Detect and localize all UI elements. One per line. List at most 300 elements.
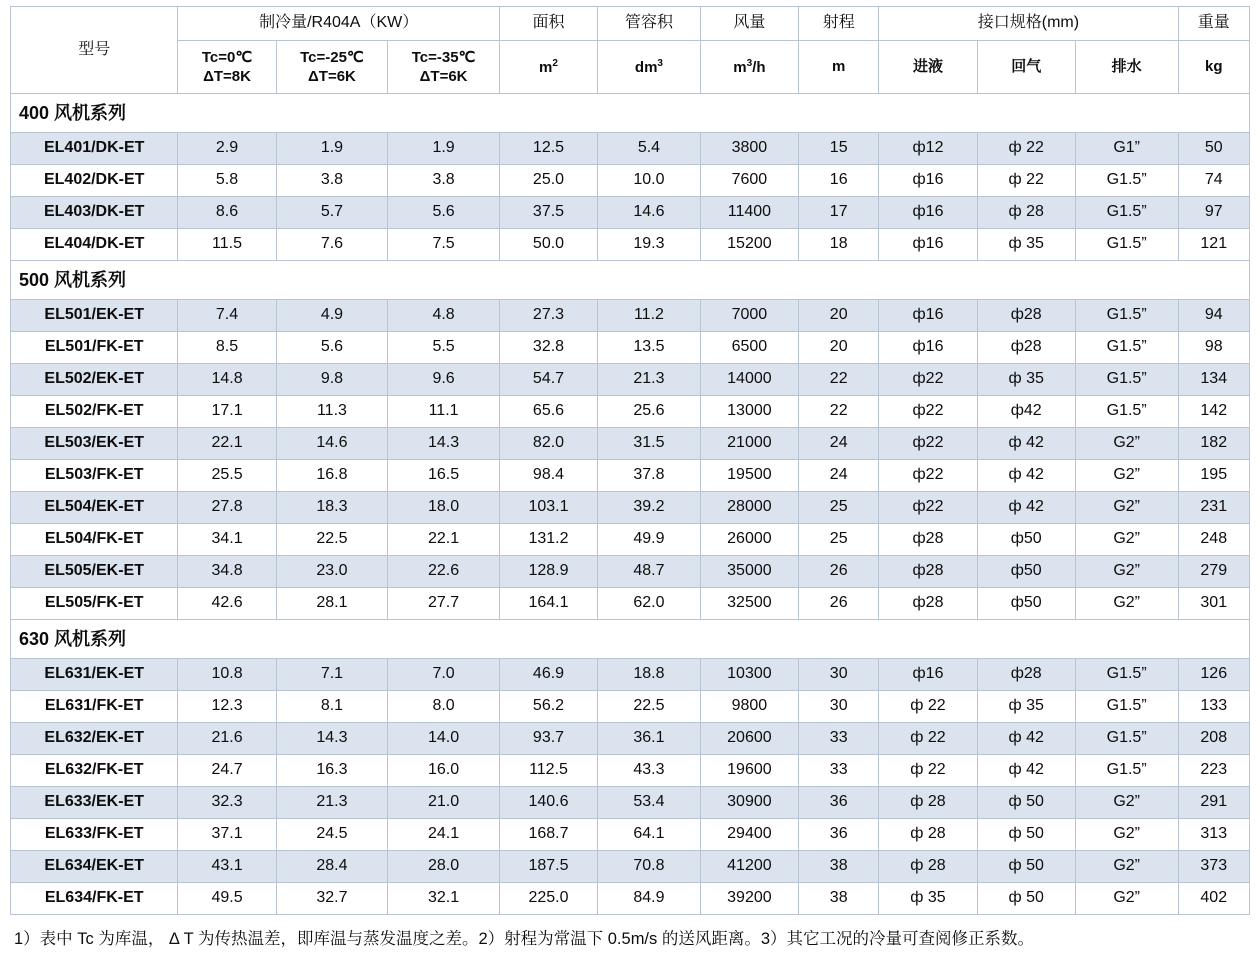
cell-capacity-tc25: 3.8: [276, 165, 388, 197]
cell-capacity-tc35: 1.9: [388, 133, 500, 165]
cell-capacity-tc0: 2.9: [178, 133, 276, 165]
cell-tube-volume: 25.6: [598, 396, 701, 428]
cell-air-volume: 11400: [700, 197, 798, 229]
cell-capacity-tc0: 10.8: [178, 659, 276, 691]
series-title: 500 风机系列: [11, 261, 1250, 300]
header-unit-area-text: m: [539, 58, 553, 76]
cell-air-volume: 35000: [700, 556, 798, 588]
cell-area: 32.8: [499, 332, 597, 364]
cell-connection-suction: ф50: [977, 556, 1075, 588]
header-unit-area: [499, 41, 597, 94]
cell-capacity-tc0: 11.5: [178, 229, 276, 261]
specification-table: [10, 6, 1250, 915]
cell-air-volume: 7600: [700, 165, 798, 197]
cell-throw: 25: [799, 492, 879, 524]
cell-tube-volume: 18.8: [598, 659, 701, 691]
cell-capacity-tc0: 8.6: [178, 197, 276, 229]
cell-capacity-tc35: 11.1: [388, 396, 500, 428]
cell-capacity-tc0: 22.1: [178, 428, 276, 460]
cell-connection-liquid: ф22: [879, 460, 977, 492]
cell-area: 131.2: [499, 524, 597, 556]
cell-model: EL501/FK-ET: [11, 332, 178, 364]
table-row: [11, 300, 1250, 332]
cell-throw: 15: [799, 133, 879, 165]
cell-capacity-tc0: 27.8: [178, 492, 276, 524]
cell-weight: 402: [1178, 883, 1250, 915]
cell-tube-volume: 64.1: [598, 819, 701, 851]
cell-air-volume: 13000: [700, 396, 798, 428]
cell-connection-suction: ф 42: [977, 723, 1075, 755]
cell-model: EL504/FK-ET: [11, 524, 178, 556]
cell-connection-liquid: ф 28: [879, 851, 977, 883]
cell-throw: 30: [799, 691, 879, 723]
cell-connection-drain: G2”: [1075, 819, 1178, 851]
cell-capacity-tc35: 16.0: [388, 755, 500, 787]
header-throw: 射程: [799, 7, 879, 41]
cell-connection-drain: G2”: [1075, 787, 1178, 819]
cell-capacity-tc25: 4.9: [276, 300, 388, 332]
cell-capacity-tc0: 14.8: [178, 364, 276, 396]
cell-capacity-tc35: 9.6: [388, 364, 500, 396]
cell-area: 140.6: [499, 787, 597, 819]
cell-air-volume: 3800: [700, 133, 798, 165]
cell-throw: 18: [799, 229, 879, 261]
cell-capacity-tc25: 9.8: [276, 364, 388, 396]
cell-air-volume: 39200: [700, 883, 798, 915]
cell-throw: 26: [799, 588, 879, 620]
cell-area: 50.0: [499, 229, 597, 261]
cell-connection-suction: ф 42: [977, 460, 1075, 492]
cell-throw: 38: [799, 883, 879, 915]
cell-capacity-tc25: 28.4: [276, 851, 388, 883]
cell-connection-drain: G1.5”: [1075, 659, 1178, 691]
cell-connection-suction: ф 50: [977, 883, 1075, 915]
cell-capacity-tc35: 3.8: [388, 165, 500, 197]
cell-area: 56.2: [499, 691, 597, 723]
cell-connection-liquid: ф16: [879, 229, 977, 261]
cell-tube-volume: 39.2: [598, 492, 701, 524]
cell-area: 54.7: [499, 364, 597, 396]
cell-area: 103.1: [499, 492, 597, 524]
table-row: [11, 755, 1250, 787]
cell-connection-drain: G1.5”: [1075, 197, 1178, 229]
cell-connection-suction: ф 22: [977, 165, 1075, 197]
cell-capacity-tc35: 7.5: [388, 229, 500, 261]
cell-connection-suction: ф 35: [977, 229, 1075, 261]
cell-capacity-tc25: 14.3: [276, 723, 388, 755]
cell-area: 168.7: [499, 819, 597, 851]
cell-weight: 134: [1178, 364, 1250, 396]
cell-tube-volume: 5.4: [598, 133, 701, 165]
cell-capacity-tc0: 43.1: [178, 851, 276, 883]
cell-capacity-tc0: 37.1: [178, 819, 276, 851]
cell-connection-drain: G1.5”: [1075, 300, 1178, 332]
cell-tube-volume: 62.0: [598, 588, 701, 620]
cell-weight: 142: [1178, 396, 1250, 428]
cell-model: EL633/FK-ET: [11, 819, 178, 851]
cell-air-volume: 30900: [700, 787, 798, 819]
cell-capacity-tc25: 16.3: [276, 755, 388, 787]
cell-capacity-tc0: 7.4: [178, 300, 276, 332]
table-row: [11, 396, 1250, 428]
cell-connection-drain: G1.5”: [1075, 691, 1178, 723]
cell-tube-volume: 14.6: [598, 197, 701, 229]
cell-throw: 20: [799, 300, 879, 332]
cell-capacity-tc35: 16.5: [388, 460, 500, 492]
header-connection-liquid: 进液: [879, 41, 977, 94]
cell-connection-suction: ф 42: [977, 755, 1075, 787]
cell-air-volume: 20600: [700, 723, 798, 755]
header-connection-drain: 排水: [1075, 41, 1178, 94]
cell-connection-suction: ф 50: [977, 851, 1075, 883]
footnote: 1）表中 Tc 为库温， Δ T 为传热温差，即库温与蒸发温度之差。2）射程为常温下 0.5m/s 的送风距离。3）其它工况的冷量可查阅修正系数。: [14, 930, 1035, 948]
cell-air-volume: 19500: [700, 460, 798, 492]
cell-connection-liquid: ф 22: [879, 755, 977, 787]
header-condition-1-line2: ΔT=8K: [203, 68, 251, 85]
cell-model: EL503/EK-ET: [11, 428, 178, 460]
series-header-row: [11, 620, 1250, 659]
cell-throw: 26: [799, 556, 879, 588]
cell-capacity-tc25: 24.5: [276, 819, 388, 851]
cell-air-volume: 28000: [700, 492, 798, 524]
header-weight: 重量: [1178, 7, 1250, 41]
cell-model: EL631/FK-ET: [11, 691, 178, 723]
cell-tube-volume: 84.9: [598, 883, 701, 915]
cell-connection-liquid: ф 22: [879, 723, 977, 755]
cell-area: 37.5: [499, 197, 597, 229]
cell-model: EL634/EK-ET: [11, 851, 178, 883]
cell-weight: 97: [1178, 197, 1250, 229]
cell-connection-suction: ф50: [977, 588, 1075, 620]
cell-connection-liquid: ф 28: [879, 787, 977, 819]
cell-weight: 208: [1178, 723, 1250, 755]
header-condition-3: [388, 41, 500, 94]
cell-tube-volume: 11.2: [598, 300, 701, 332]
cell-throw: 17: [799, 197, 879, 229]
cell-model: EL502/EK-ET: [11, 364, 178, 396]
cell-air-volume: 29400: [700, 819, 798, 851]
cell-throw: 16: [799, 165, 879, 197]
cell-connection-liquid: ф22: [879, 428, 977, 460]
cell-capacity-tc0: 25.5: [178, 460, 276, 492]
cell-throw: 33: [799, 723, 879, 755]
table-row: [11, 588, 1250, 620]
table-row: [11, 851, 1250, 883]
cell-weight: 373: [1178, 851, 1250, 883]
cell-area: 27.3: [499, 300, 597, 332]
cell-connection-suction: ф 50: [977, 819, 1075, 851]
cell-capacity-tc25: 28.1: [276, 588, 388, 620]
cell-model: EL505/FK-ET: [11, 588, 178, 620]
cell-capacity-tc25: 1.9: [276, 133, 388, 165]
cell-model: EL505/EK-ET: [11, 556, 178, 588]
cell-connection-drain: G2”: [1075, 556, 1178, 588]
cell-throw: 20: [799, 332, 879, 364]
cell-air-volume: 21000: [700, 428, 798, 460]
cell-capacity-tc35: 5.6: [388, 197, 500, 229]
cell-air-volume: 41200: [700, 851, 798, 883]
cell-air-volume: 14000: [700, 364, 798, 396]
cell-connection-drain: G1.5”: [1075, 396, 1178, 428]
cell-tube-volume: 19.3: [598, 229, 701, 261]
cell-capacity-tc25: 16.8: [276, 460, 388, 492]
cell-weight: 98: [1178, 332, 1250, 364]
cell-air-volume: 10300: [700, 659, 798, 691]
cell-weight: 223: [1178, 755, 1250, 787]
cell-connection-drain: G1.5”: [1075, 332, 1178, 364]
cell-capacity-tc0: 42.6: [178, 588, 276, 620]
series-header-row: [11, 94, 1250, 133]
header-unit-throw: m: [799, 41, 879, 94]
cell-connection-drain: G2”: [1075, 524, 1178, 556]
cell-connection-liquid: ф22: [879, 364, 977, 396]
cell-capacity-tc0: 32.3: [178, 787, 276, 819]
header-unit-tube-sup: 3: [657, 57, 663, 69]
cell-weight: 126: [1178, 659, 1250, 691]
series-title: 630 风机系列: [11, 620, 1250, 659]
cell-connection-suction: ф 50: [977, 787, 1075, 819]
header-unit-tube: [598, 41, 701, 94]
header-unit-air-tail: /h: [752, 58, 766, 76]
cell-tube-volume: 13.5: [598, 332, 701, 364]
cell-capacity-tc0: 8.5: [178, 332, 276, 364]
header-area: 面积: [499, 7, 597, 41]
cell-capacity-tc35: 21.0: [388, 787, 500, 819]
cell-connection-drain: G1”: [1075, 133, 1178, 165]
cell-area: 128.9: [499, 556, 597, 588]
cell-area: 93.7: [499, 723, 597, 755]
cell-capacity-tc35: 27.7: [388, 588, 500, 620]
cell-model: EL634/FK-ET: [11, 883, 178, 915]
cell-throw: 25: [799, 524, 879, 556]
cell-capacity-tc25: 18.3: [276, 492, 388, 524]
cell-connection-drain: G2”: [1075, 460, 1178, 492]
table-body: [11, 94, 1250, 915]
cell-weight: 279: [1178, 556, 1250, 588]
cell-weight: 195: [1178, 460, 1250, 492]
header-model: 型号: [11, 7, 178, 94]
table-row: [11, 428, 1250, 460]
header-unit-air: [700, 41, 798, 94]
cell-connection-suction: ф 42: [977, 428, 1075, 460]
cell-connection-drain: G2”: [1075, 492, 1178, 524]
cell-weight: 313: [1178, 819, 1250, 851]
cell-capacity-tc25: 23.0: [276, 556, 388, 588]
cell-tube-volume: 21.3: [598, 364, 701, 396]
cell-capacity-tc0: 17.1: [178, 396, 276, 428]
cell-area: 112.5: [499, 755, 597, 787]
cell-weight: 94: [1178, 300, 1250, 332]
cell-connection-drain: G2”: [1075, 588, 1178, 620]
cell-connection-drain: G1.5”: [1075, 364, 1178, 396]
cell-capacity-tc35: 8.0: [388, 691, 500, 723]
cell-model: EL503/FK-ET: [11, 460, 178, 492]
cell-capacity-tc35: 18.0: [388, 492, 500, 524]
cell-tube-volume: 37.8: [598, 460, 701, 492]
table-row: [11, 883, 1250, 915]
cell-connection-liquid: ф 22: [879, 691, 977, 723]
header-unit-air-text: m: [733, 58, 747, 76]
table-row: [11, 332, 1250, 364]
cell-weight: 231: [1178, 492, 1250, 524]
cell-tube-volume: 48.7: [598, 556, 701, 588]
cell-capacity-tc0: 34.1: [178, 524, 276, 556]
header-condition-2: [276, 41, 388, 94]
cell-connection-liquid: ф 35: [879, 883, 977, 915]
cell-connection-liquid: ф 28: [879, 819, 977, 851]
cell-connection-liquid: ф16: [879, 165, 977, 197]
cell-area: 25.0: [499, 165, 597, 197]
cell-model: EL501/EK-ET: [11, 300, 178, 332]
cell-capacity-tc35: 22.6: [388, 556, 500, 588]
table-row: [11, 133, 1250, 165]
header-condition-2-line2: ΔT=6K: [308, 68, 356, 85]
cell-model: EL402/DK-ET: [11, 165, 178, 197]
cell-air-volume: 6500: [700, 332, 798, 364]
cell-connection-drain: G1.5”: [1075, 755, 1178, 787]
cell-connection-liquid: ф22: [879, 492, 977, 524]
table-row: [11, 492, 1250, 524]
table-header: [11, 7, 1250, 94]
table-row: [11, 691, 1250, 723]
series-title: 400 风机系列: [11, 94, 1250, 133]
cell-weight: 133: [1178, 691, 1250, 723]
cell-area: 225.0: [499, 883, 597, 915]
cell-capacity-tc35: 14.0: [388, 723, 500, 755]
cell-connection-liquid: ф28: [879, 588, 977, 620]
header-capacity-group: 制冷量/R404A（KW）: [178, 7, 499, 41]
cell-weight: 50: [1178, 133, 1250, 165]
cell-capacity-tc25: 22.5: [276, 524, 388, 556]
cell-capacity-tc25: 8.1: [276, 691, 388, 723]
cell-model: EL401/DK-ET: [11, 133, 178, 165]
table-row: [11, 364, 1250, 396]
cell-area: 82.0: [499, 428, 597, 460]
cell-model: EL403/DK-ET: [11, 197, 178, 229]
cell-capacity-tc25: 32.7: [276, 883, 388, 915]
cell-throw: 22: [799, 364, 879, 396]
header-unit-weight: kg: [1178, 41, 1250, 94]
cell-area: 187.5: [499, 851, 597, 883]
cell-throw: 24: [799, 460, 879, 492]
header-unit-area-sup: 2: [552, 57, 558, 69]
header-condition-1: [178, 41, 276, 94]
cell-connection-suction: ф 22: [977, 133, 1075, 165]
cell-connection-suction: ф28: [977, 332, 1075, 364]
cell-area: 164.1: [499, 588, 597, 620]
cell-model: EL404/DK-ET: [11, 229, 178, 261]
cell-connection-drain: G1.5”: [1075, 229, 1178, 261]
cell-connection-drain: G2”: [1075, 883, 1178, 915]
cell-area: 12.5: [499, 133, 597, 165]
cell-tube-volume: 43.3: [598, 755, 701, 787]
cell-tube-volume: 22.5: [598, 691, 701, 723]
cell-capacity-tc25: 11.3: [276, 396, 388, 428]
cell-capacity-tc25: 21.3: [276, 787, 388, 819]
cell-throw: 33: [799, 755, 879, 787]
header-condition-1-line1: Tc=0℃: [201, 48, 253, 66]
cell-capacity-tc0: 5.8: [178, 165, 276, 197]
cell-capacity-tc35: 32.1: [388, 883, 500, 915]
cell-capacity-tc35: 24.1: [388, 819, 500, 851]
cell-connection-suction: ф28: [977, 300, 1075, 332]
cell-connection-suction: ф50: [977, 524, 1075, 556]
cell-tube-volume: 10.0: [598, 165, 701, 197]
cell-capacity-tc35: 14.3: [388, 428, 500, 460]
cell-air-volume: 9800: [700, 691, 798, 723]
cell-weight: 301: [1178, 588, 1250, 620]
cell-throw: 22: [799, 396, 879, 428]
table-row: [11, 723, 1250, 755]
cell-capacity-tc35: 22.1: [388, 524, 500, 556]
header-air-volume: 风量: [700, 7, 798, 41]
header-unit-tube-text: dm: [634, 58, 658, 76]
table-row: [11, 819, 1250, 851]
cell-area: 65.6: [499, 396, 597, 428]
cell-tube-volume: 36.1: [598, 723, 701, 755]
cell-capacity-tc0: 34.8: [178, 556, 276, 588]
cell-air-volume: 32500: [700, 588, 798, 620]
cell-connection-suction: ф 42: [977, 492, 1075, 524]
cell-tube-volume: 53.4: [598, 787, 701, 819]
cell-connection-drain: G2”: [1075, 428, 1178, 460]
cell-capacity-tc0: 12.3: [178, 691, 276, 723]
cell-capacity-tc35: 7.0: [388, 659, 500, 691]
cell-connection-suction: ф 28: [977, 197, 1075, 229]
cell-connection-liquid: ф16: [879, 332, 977, 364]
cell-capacity-tc35: 28.0: [388, 851, 500, 883]
header-condition-3-line2: ΔT=6K: [419, 68, 468, 85]
cell-connection-drain: G1.5”: [1075, 165, 1178, 197]
cell-capacity-tc25: 14.6: [276, 428, 388, 460]
cell-model: EL631/EK-ET: [11, 659, 178, 691]
cell-connection-liquid: ф16: [879, 197, 977, 229]
cell-model: EL502/FK-ET: [11, 396, 178, 428]
cell-capacity-tc25: 7.1: [276, 659, 388, 691]
cell-model: EL504/EK-ET: [11, 492, 178, 524]
cell-connection-liquid: ф16: [879, 300, 977, 332]
cell-weight: 121: [1178, 229, 1250, 261]
cell-connection-liquid: ф28: [879, 524, 977, 556]
series-header-row: [11, 261, 1250, 300]
cell-connection-liquid: ф12: [879, 133, 977, 165]
cell-model: EL632/FK-ET: [11, 755, 178, 787]
cell-model: EL633/EK-ET: [11, 787, 178, 819]
cell-throw: 38: [799, 851, 879, 883]
cell-area: 98.4: [499, 460, 597, 492]
cell-air-volume: 7000: [700, 300, 798, 332]
cell-throw: 30: [799, 659, 879, 691]
table-row: [11, 229, 1250, 261]
cell-connection-drain: G1.5”: [1075, 723, 1178, 755]
cell-capacity-tc35: 4.8: [388, 300, 500, 332]
cell-throw: 36: [799, 819, 879, 851]
cell-tube-volume: 49.9: [598, 524, 701, 556]
header-condition-2-line1: Tc=-25℃: [300, 48, 364, 66]
cell-tube-volume: 31.5: [598, 428, 701, 460]
cell-weight: 182: [1178, 428, 1250, 460]
table-row: [11, 787, 1250, 819]
cell-connection-suction: ф 35: [977, 691, 1075, 723]
cell-connection-liquid: ф22: [879, 396, 977, 428]
cell-connection-liquid: ф28: [879, 556, 977, 588]
cell-capacity-tc0: 24.7: [178, 755, 276, 787]
table-row: [11, 556, 1250, 588]
table-row: [11, 659, 1250, 691]
cell-capacity-tc35: 5.5: [388, 332, 500, 364]
header-condition-3-line1: Tc=-35℃: [411, 48, 476, 66]
cell-weight: 291: [1178, 787, 1250, 819]
